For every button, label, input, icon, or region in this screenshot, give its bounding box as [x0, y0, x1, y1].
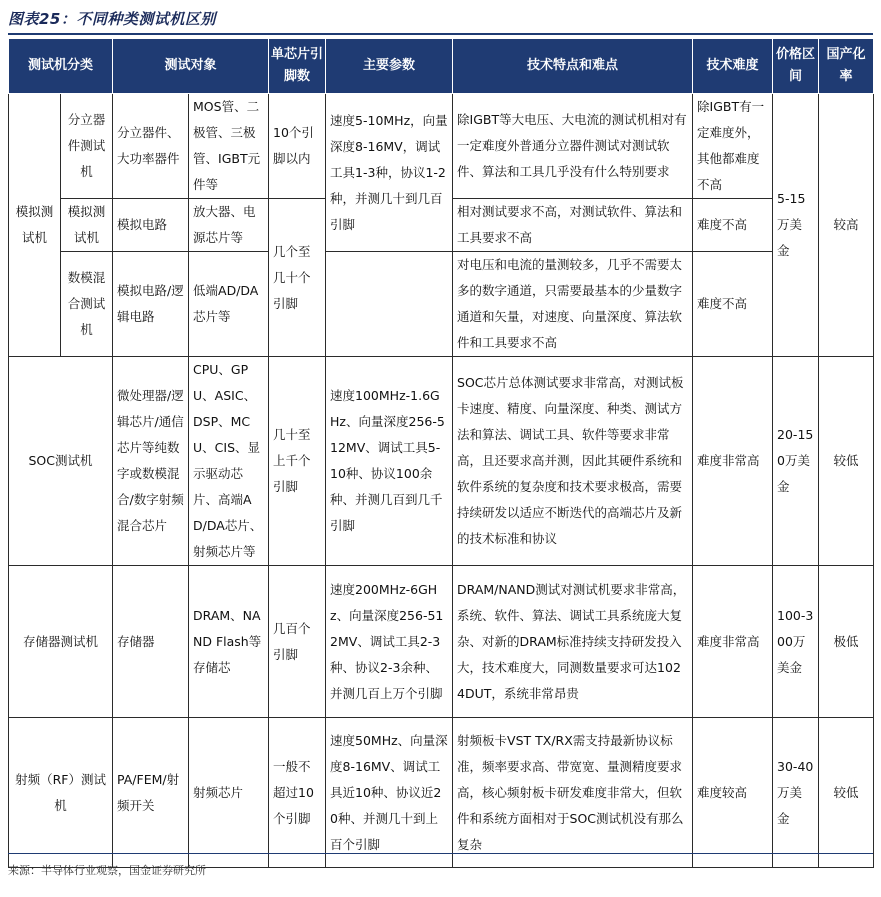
analog-rate: 较高 — [819, 94, 874, 357]
rf-pins: 一般不超过10个引脚 — [269, 718, 326, 868]
analog-sub1-name: 分立器件测试机 — [61, 94, 113, 199]
analog-params-empty — [326, 252, 453, 357]
analog-category: 模拟测试机 — [9, 94, 61, 357]
title-rule — [8, 33, 873, 35]
figure-title: 图表25：不同种类测试机区别 — [8, 10, 216, 28]
memory-price: 100-300万美金 — [773, 566, 819, 718]
analog-sub2-name: 模拟测试机 — [61, 199, 113, 252]
analog-sub1-features: 除IGBT等大电压、大电流的测试机相对有一定难度外普通分立器件测试对测试软件、算法和工具几乎没有什么特别要求 — [453, 94, 693, 199]
rf-rate: 较低 — [819, 718, 874, 868]
soc-object: 微处理器/逻辑芯片/通信芯片等纯数字或数模混合/数字射频混合芯片 — [113, 357, 189, 566]
header-price: 价格区间 — [773, 39, 819, 94]
soc-category: SOC测试机 — [9, 357, 113, 566]
analog-sub1-chips: MOS管、二极管、三极管、IGBT元件等 — [189, 94, 269, 199]
memory-pins: 几百个引脚 — [269, 566, 326, 718]
rf-chips: 射频芯片 — [189, 718, 269, 868]
soc-price: 20-150万美金 — [773, 357, 819, 566]
memory-category: 存储器测试机 — [9, 566, 113, 718]
header-category: 测试机分类 — [9, 39, 113, 94]
analog-sub1-difficulty: 除IGBT有一定难度外，其他都难度不高 — [693, 94, 773, 199]
analog-sub3-object: 模拟电路/逻辑电路 — [113, 252, 189, 357]
memory-params: 速度200MHz-6GHz、向量深度256-512MV、调试工具2-3种、协议2-3余种、并测几百上万个引脚 — [326, 566, 453, 718]
source-note: 来源：半导体行业观察，国金证券研究所 — [8, 864, 206, 877]
soc-params: 速度100MHz-1.6GHz、向量深度256-512MV、调试工具5-10种、协议100余种、并测几百到几千引脚 — [326, 357, 453, 566]
analog-sub1-pins: 10个引脚以内 — [269, 94, 326, 199]
memory-object: 存储器 — [113, 566, 189, 718]
header-difficulty: 技术难度 — [693, 39, 773, 94]
table-row — [9, 252, 874, 357]
memory-difficulty: 难度非常高 — [693, 566, 773, 718]
soc-pins: 几十至上千个引脚 — [269, 357, 326, 566]
analog-price: 5-15万美金 — [773, 94, 819, 357]
rf-object: PA/FEM/射频开关 — [113, 718, 189, 868]
analog-sub2-object: 模拟电路 — [113, 199, 189, 252]
memory-rate: 极低 — [819, 566, 874, 718]
memory-chips: DRAM、NAND Flash等存储芯 — [189, 566, 269, 718]
soc-difficulty: 难度非常高 — [693, 357, 773, 566]
header-pins: 单芯片引脚数 — [269, 39, 326, 94]
analog-sub2-chips: 放大器、电源芯片等 — [189, 199, 269, 252]
memory-features: DRAM/NAND测试对测试机要求非常高，系统、软件、算法、调试工具系统庞大复杂、对新的DRAM标准持续支持研发投入大，技术难度大，同测数量要求可达1024DUT，系统非常昂贵 — [453, 566, 693, 718]
analog-sub3-name: 数模混合测试机 — [61, 252, 113, 357]
header-features: 技术特点和难点 — [453, 39, 693, 94]
soc-chips: CPU、GPU、ASIC、DSP、MCU、CIS、显示驱动芯片、高端AD/DA芯片、射频芯片等 — [189, 357, 269, 566]
table-row — [9, 718, 874, 868]
table-row — [9, 94, 874, 199]
analog-pins-23: 几个至几十个引脚 — [269, 199, 326, 357]
analog-sub1-object: 分立器件、大功率器件 — [113, 94, 189, 199]
analog-sub2-difficulty: 难度不高 — [693, 199, 773, 252]
header-object: 测试对象 — [113, 39, 269, 94]
header-params: 主要参数 — [326, 39, 453, 94]
header-rate: 国产化率 — [819, 39, 874, 94]
table-row — [9, 357, 874, 566]
analog-sub3-difficulty: 难度不高 — [693, 252, 773, 357]
rf-features: 射频板卡VST TX/RX需支持最新协议标准，频率要求高、带宽宽、量测精度要求高，核心频射板卡研发难度非常大，但软件和系统方面相对于SOC测试机没有那么复杂 — [453, 718, 693, 868]
analog-params: 速度5-10MHz，向量深度8-16MV，调试工具1-3种，协议1-2种，并测几十到几百引脚 — [326, 94, 453, 252]
analog-sub3-features: 对电压和电流的量测较多，几乎不需要太多的数字通道，只需要最基本的少量数字通道和矢量，对速度、向量深度、算法软件和工具要求不高 — [453, 252, 693, 357]
table-row — [9, 566, 874, 718]
analog-sub3-chips: 低端AD/DA芯片等 — [189, 252, 269, 357]
rf-difficulty: 难度较高 — [693, 718, 773, 868]
bottom-rule — [8, 853, 873, 854]
tester-comparison-table — [8, 38, 874, 868]
header-row — [9, 39, 874, 94]
analog-sub2-features: 相对测试要求不高，对测试软件、算法和工具要求不高 — [453, 199, 693, 252]
rf-params: 速度50MHz、向量深度8-16MV、调试工具近10种、协议近20种、并测几十到上百个引脚 — [326, 718, 453, 868]
soc-rate: 较低 — [819, 357, 874, 566]
soc-features: SOC芯片总体测试要求非常高，对测试板卡速度、精度、向量深度、种类、测试方法和算法、调试工具、软件等要求非常高，且还要求高并测，因此其硬件系统和软件系统的复杂度和技术要求极高，需要持续研发以适应不断迭代的高端芯片及新的技术标准和协议 — [453, 357, 693, 566]
rf-price: 30-40万美金 — [773, 718, 819, 868]
rf-category: 射频（RF）测试机 — [9, 718, 113, 868]
